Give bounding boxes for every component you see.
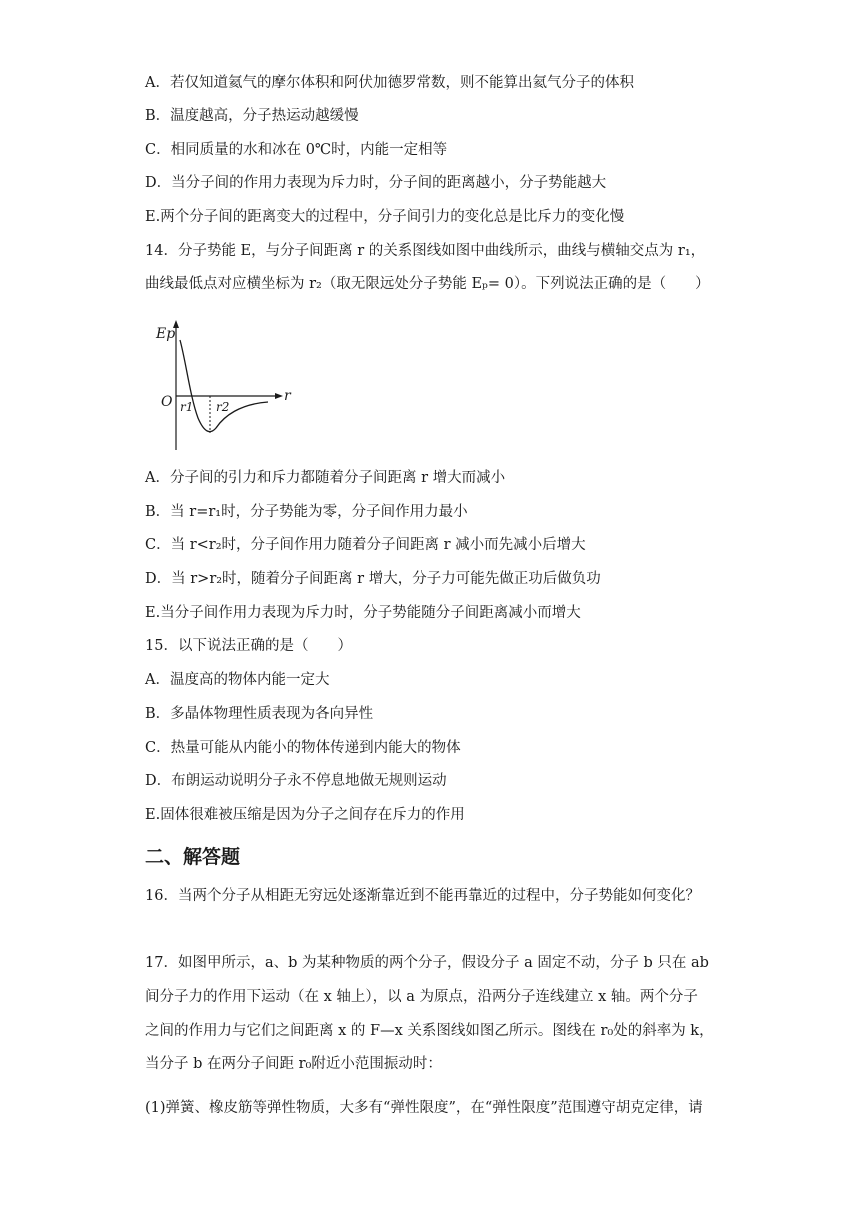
- potential-curve: [180, 340, 268, 432]
- q15-option-b: B．多晶体物理性质表现为各向异性: [145, 706, 374, 722]
- q14-option-d: D．当 r>r₂时，随着分子间距离 r 增大，分子力可能先做正功后做负功: [145, 571, 601, 587]
- r1-label: r1: [180, 400, 194, 414]
- origin-label: O: [161, 394, 173, 410]
- y-axis-label: Ep: [156, 326, 176, 342]
- q15-option-d: D．布朗运动说明分子永不停息地做无规则运动: [145, 773, 447, 789]
- q15-stem: 15．以下说法正确的是（ ）: [145, 638, 352, 654]
- potential-energy-graph: [150, 318, 295, 453]
- q15-option-e: E.固体很难被压缩是因为分子之间存在斥力的作用: [145, 807, 465, 823]
- q17-line4: 当分子 b 在两分子间距 r₀附近小范围振动时：: [145, 1056, 442, 1072]
- q14-stem-line1: 14．分子势能 E，与分子间距离 r 的关系图线如图中曲线所示，曲线与横轴交点为 r₁，: [145, 243, 706, 259]
- q17-line2: 间分子力的作用下运动（在 x 轴上），以 a 为原点，沿两分子连线建立 x 轴。两个分子: [145, 989, 698, 1005]
- section-title: 二、解答题: [145, 846, 241, 868]
- q13-option-d: D．当分子间的作用力表现为斥力时，分子间的距离越小，分子势能越大: [145, 175, 607, 191]
- q13-option-a: A．若仅知道氦气的摩尔体积和阿伏加德罗常数，则不能算出氦气分子的体积: [145, 75, 634, 91]
- q14-stem-line2: 曲线最低点对应横坐标为 r₂（取无限远处分子势能 Eₚ= 0）。下列说法正确的是（ ）: [145, 276, 710, 292]
- q17-line5: (1)弹簧、橡皮筋等弹性物质，大多有“弹性限度”，在“弹性限度”范围遵守胡克定律，请: [145, 1100, 703, 1116]
- q15-option-c: C．热量可能从内能小的物体传递到内能大的物体: [145, 740, 461, 756]
- q14-option-c: C．当 r<r₂时，分子间作用力随着分子间距离 r 减小而先减小后增大: [145, 537, 586, 553]
- q15-option-a: A．温度高的物体内能一定大: [145, 672, 330, 688]
- q13-option-e: E.两个分子间的距离变大的过程中，分子间引力的变化总是比斥力的变化慢: [145, 209, 625, 225]
- q13-option-b: B．温度越高，分子热运动越缓慢: [145, 108, 359, 124]
- q17-line1: 17．如图甲所示，a、b 为某种物质的两个分子，假设分子 a 固定不动，分子 b 只在 ab: [145, 955, 709, 971]
- q17-line3: 之间的作用力与它们之间距离 x 的 F—x 关系图线如图乙所示。图线在 r₀处的斜率为 k，: [145, 1023, 714, 1039]
- q14-option-a: A．分子间的引力和斥力都随着分子间距离 r 增大而减小: [145, 470, 506, 486]
- q14-option-b: B．当 r=r₁时，分子势能为零，分子间作用力最小: [145, 504, 468, 520]
- q14-option-e: E.当分子间作用力表现为斥力时，分子势能随分子间距离减小而增大: [145, 605, 581, 621]
- r2-label: r2: [216, 400, 230, 414]
- q16-stem: 16．当两个分子从相距无穷远处逐渐靠近到不能再靠近的过程中，分子势能如何变化？: [145, 888, 700, 904]
- x-axis-arrow-icon: [275, 393, 283, 399]
- q13-option-c: C．相同质量的水和冰在 0℃时，内能一定相等: [145, 142, 448, 158]
- x-axis-label: r: [284, 388, 291, 404]
